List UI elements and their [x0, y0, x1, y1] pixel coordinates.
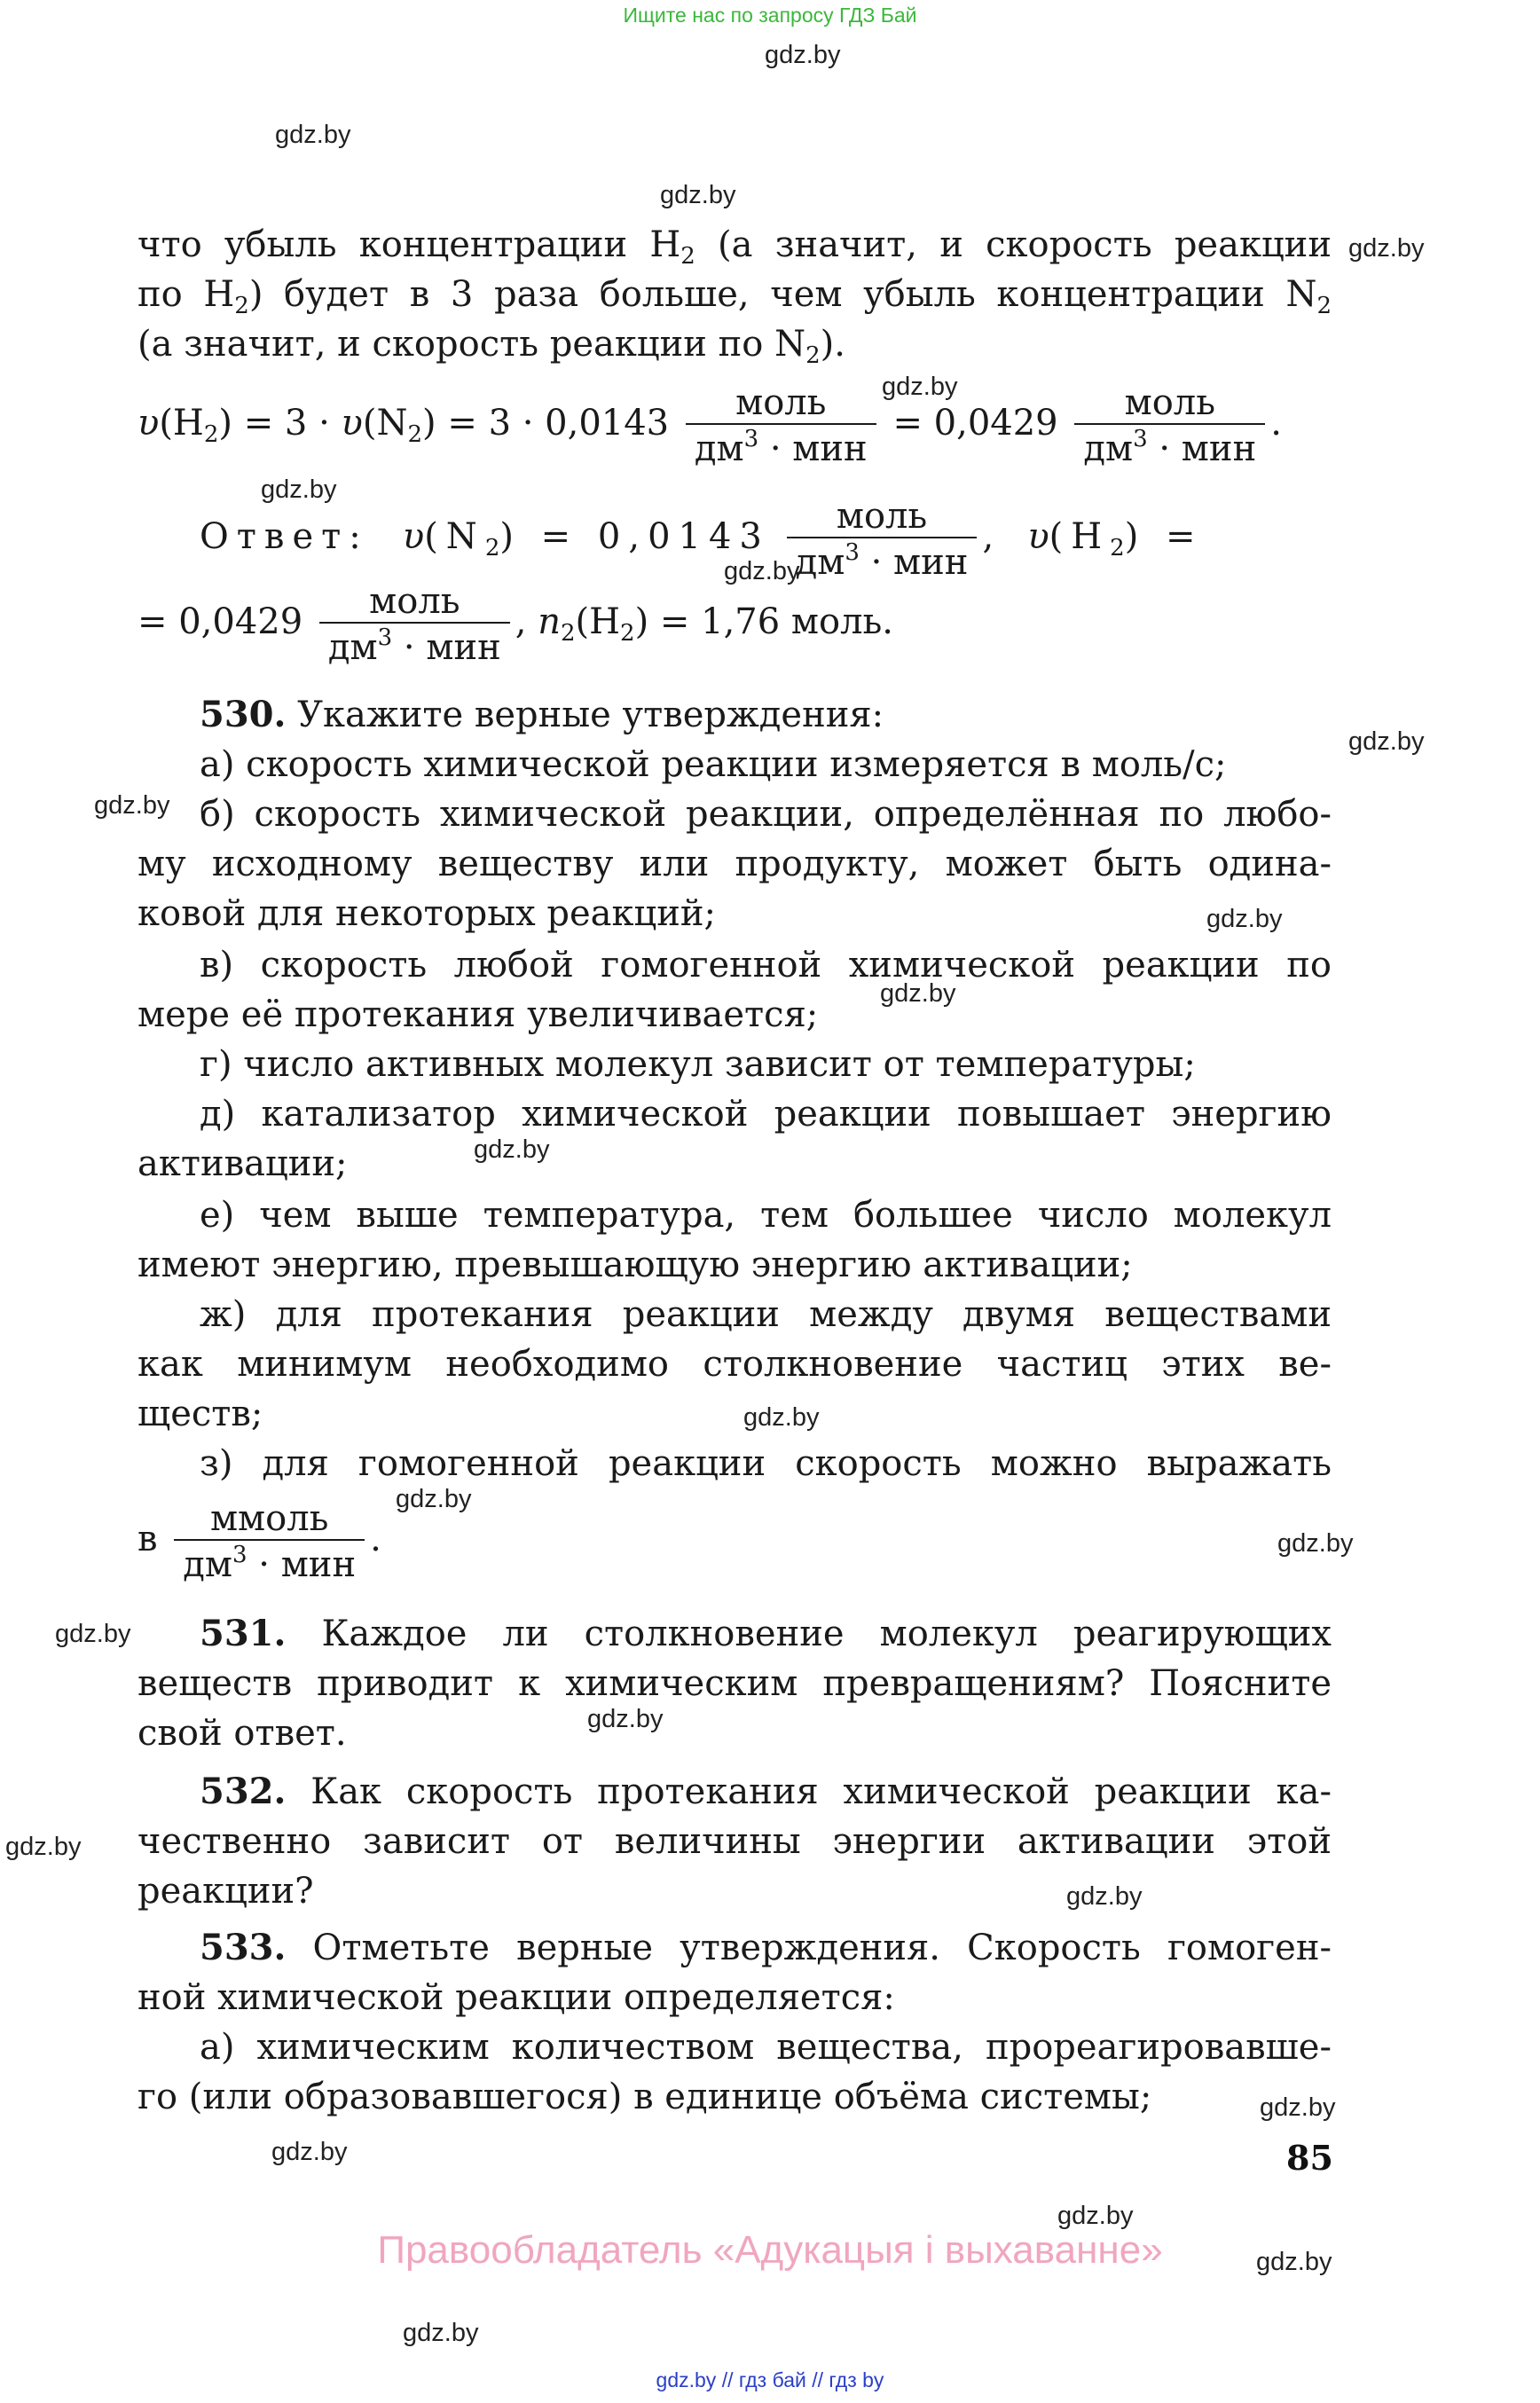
watermark: gdz.by: [271, 2138, 348, 2166]
watermark: gdz.by: [882, 373, 958, 401]
q530-option-c: в) скорость любой гомогенной химической реакции по: [200, 945, 1332, 986]
q530-option-g-cont: ществ;: [138, 1394, 263, 1434]
watermark: gdz.by: [1256, 2248, 1332, 2276]
q530-option-b-cont: му исходному веществу или продукту, может быть одина-: [138, 844, 1332, 884]
intro-line-3: (а значит, и скорость реакции по $N_2$).: [138, 324, 845, 369]
watermark: gdz.by: [1348, 727, 1425, 756]
watermark: gdz.by: [5, 1833, 82, 1861]
top-banner[interactable]: Ищите нас по запросу ГДЗ Бай: [623, 4, 917, 27]
answer-line-1: Ответ: $\upsilon(N_2) = 0,0143$ $\frac{\text{моль}}{дм^3 \cdot мин}$ , $\upsilon(H_2)$ =: [200, 496, 1204, 583]
copyright-notice: Правообладатель «Адукацыя і выхаванне»: [377, 2228, 1163, 2272]
watermark: gdz.by: [1260, 2093, 1336, 2122]
question-532-cont: чественно зависит от величины энергии активации этой: [138, 1821, 1332, 1862]
watermark: gdz.by: [587, 1705, 664, 1733]
q530-option-g: ж) для протекания реакции между двумя веществами: [200, 1294, 1332, 1335]
question-531-cont: свой ответ.: [138, 1713, 347, 1754]
unit-fraction: $\frac{\text{моль}}{дм^3 \cdot мин}$: [787, 498, 978, 581]
question-532-cont: реакции?: [138, 1871, 314, 1912]
watermark: gdz.by: [1277, 1529, 1354, 1558]
unit-fraction: $\frac{\text{моль}}{дм^3 \cdot мин}$: [686, 384, 876, 467]
q530-option-a: а) скорость химической реакции измеряется в моль/с;: [200, 744, 1227, 785]
unit-fraction: $\frac{\text{моль}}{дм^3 \cdot мин}$: [319, 583, 510, 666]
question-533-cont: ной химической реакции определяется:: [138, 1977, 895, 2018]
intro-line-2: по $H_2$) будет в 3 раза больше, чем убыль концентрации $N_2$: [138, 274, 1332, 319]
watermark: gdz.by: [474, 1135, 550, 1164]
q530-option-c-cont: мере её протекания увеличивается;: [138, 994, 819, 1035]
page-number: 85: [1286, 2138, 1333, 2178]
q530-option-b: б) скорость химической реакции, определённая по любо-: [200, 794, 1332, 835]
watermark: gdz.by: [55, 1620, 131, 1648]
watermark: gdz.by: [1206, 905, 1283, 933]
intro-line-1: что убыль концентрации $H_2$ (а значит, и скорость реакции: [138, 224, 1332, 270]
q530-option-b-cont: ковой для некоторых реакций;: [138, 893, 717, 934]
watermark: gdz.by: [1348, 234, 1425, 263]
watermark: gdz.by: [94, 791, 170, 820]
q533-option-a: а) химическим количеством вещества, прореагировавше-: [200, 2027, 1332, 2068]
watermark: gdz.by: [724, 557, 800, 585]
watermark: gdz.by: [743, 1403, 820, 1432]
watermark: gdz.by: [403, 2319, 479, 2347]
question-530-title: 530. Укажите верные утверждения:: [200, 694, 884, 735]
unit-fraction: $\frac{\text{моль}}{дм^3 \cdot мин}$: [1074, 384, 1265, 467]
rate-formula: $\upsilon(H_2) = 3 \cdot \upsilon(N_2) = 3 \cdot 0,0143$ $\frac{\text{моль}}{дм^3 \cdot мин}$ = 0,0429 $\frac{\text{моль}}{дм^3 \cdot мин}$ .: [138, 382, 1282, 469]
q530-option-h: з) для гомогенной реакции скорость можно выражать: [200, 1443, 1332, 1484]
q530-option-d: г) число активных молекул зависит от температуры;: [200, 1044, 1196, 1085]
site-header-watermark: gdz.by: [765, 41, 841, 69]
q530-option-f: е) чем выше температура, тем большее число молекул: [200, 1195, 1332, 1236]
q530-option-g-cont: как минимум необходимо столкновение частиц этих ве-: [138, 1344, 1332, 1385]
watermark: gdz.by: [275, 121, 351, 149]
watermark: gdz.by: [880, 979, 956, 1008]
watermark: gdz.by: [1066, 1882, 1143, 1911]
q530-option-f-cont: имеют энергию, превышающую энергию активации;: [138, 1245, 1133, 1285]
footer-links[interactable]: gdz.by // гдз бай // гдз by: [656, 2368, 884, 2391]
question-531: 531. Каждое ли столкновение молекул реагирующих: [200, 1613, 1332, 1654]
watermark: gdz.by: [660, 181, 736, 209]
question-531-cont: веществ приводит к химическим превращениям? Поясните: [138, 1663, 1332, 1704]
q530-option-h-cont: в $\frac{\text{ммоль}}{дм^3 \cdot мин}$ .: [138, 1498, 381, 1585]
answer-line-2: = 0,0429 $\frac{\text{моль}}{дм^3 \cdot мин}$ , $n_2(H_2) = 1,76$ моль.: [138, 581, 894, 668]
watermark: gdz.by: [261, 475, 337, 504]
question-533: 533. Отметьте верные утверждения. Скорость гомоген-: [200, 1927, 1332, 1968]
watermark: gdz.by: [396, 1485, 472, 1513]
question-532: 532. Как скорость протекания химической реакции ка-: [200, 1771, 1332, 1812]
watermark: gdz.by: [1057, 2202, 1134, 2230]
q530-option-e: д) катализатор химической реакции повышает энергию: [200, 1094, 1332, 1135]
unit-fraction: $\frac{\text{ммоль}}{дм^3 \cdot мин}$: [174, 1500, 365, 1583]
q533-option-a-cont: го (или образовавшегося) в единице объёма системы;: [138, 2077, 1152, 2117]
q530-option-e-cont: активации;: [138, 1143, 348, 1184]
